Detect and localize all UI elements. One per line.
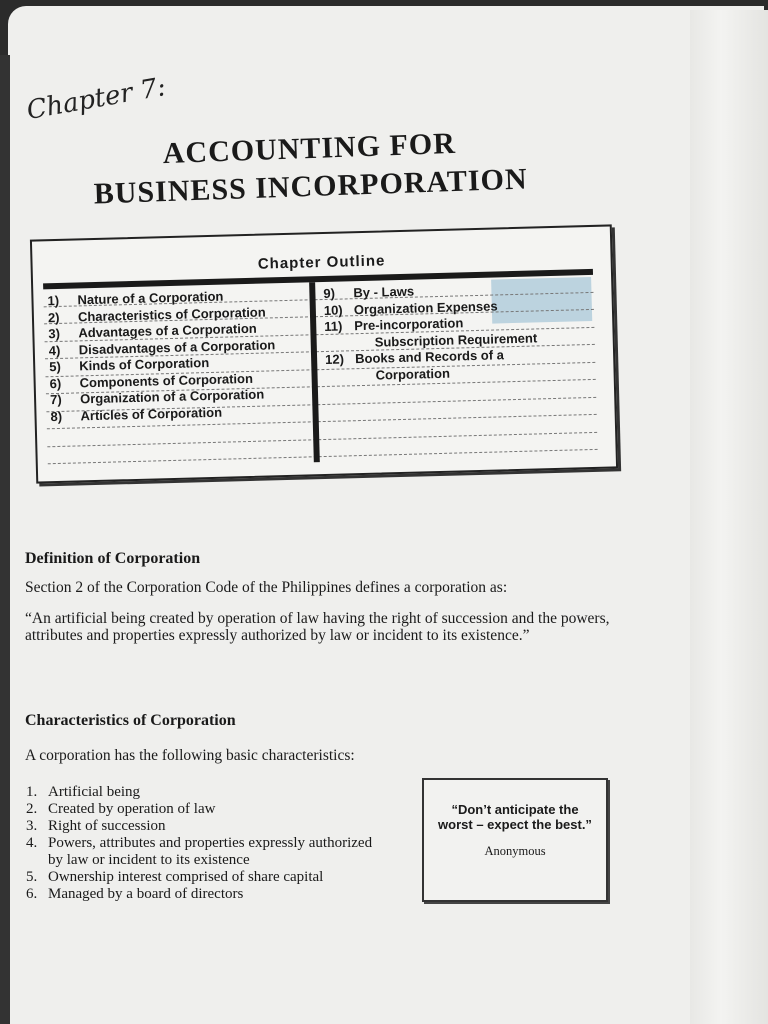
- list-item: 1. Artificial being: [26, 784, 141, 800]
- outline-item: 10) Organization Expenses: [323, 297, 498, 318]
- quote-box: [422, 778, 608, 902]
- characteristics-heading: Characteristics of Corporation: [25, 712, 236, 729]
- outline-item: 12) Books and Records of a: [324, 347, 505, 367]
- list-item: 3. Right of succession: [26, 818, 166, 834]
- characteristics-list: [26, 784, 386, 903]
- outline-item: 2) Characteristics of Corporation: [47, 304, 266, 325]
- definition-intro: Section 2 of the Corporation Code of the Philippines defines a corporation as:: [25, 579, 508, 596]
- quote-text: “Don’t anticipate the worst – expect the best.”: [438, 802, 592, 832]
- characteristics-section: [25, 712, 615, 764]
- chapter-label: Chapter 7:: [24, 72, 169, 126]
- definition-heading: Definition of Corporation: [25, 550, 201, 567]
- outline-item: 1) Nature of a Corporation: [47, 288, 224, 309]
- chapter-title-line2: BUSINESS INCORPORATION: [93, 162, 529, 211]
- list-item: 5. Ownership interest comprised of share capital: [26, 869, 324, 885]
- outline-item: 9) By - Laws: [323, 283, 415, 301]
- outline-item: 5) Kinds of Corporation: [49, 355, 210, 375]
- definition-section: [25, 550, 615, 644]
- page-edge: [690, 10, 768, 1024]
- list-item: 2. Created by operation of law: [26, 801, 216, 817]
- quote-author: Anonymous: [484, 844, 546, 858]
- chapter-title-line1: ACCOUNTING FOR: [162, 126, 457, 171]
- outline-left-column: [47, 286, 310, 425]
- outline-title: Chapter Outline: [257, 252, 386, 273]
- outline-item-continuation: Corporation: [375, 365, 451, 383]
- list-item: 6. Managed by a board of directors: [26, 886, 244, 902]
- list-item: 4. Powers, attributes and properties expressly authorized by law or incident to its existence: [26, 835, 373, 868]
- outline-item: 6) Components of Corporation: [49, 370, 254, 391]
- outline-item: 8) Articles of Corporation: [50, 404, 223, 424]
- definition-quote: “An artificial being created by operation of law having the right of succession and the powers, attributes and properties expressly authorized by law or incident to its existence.”: [25, 610, 610, 644]
- outline-item: 11) Pre-incorporation: [324, 315, 464, 334]
- characteristics-intro: A corporation has the following basic characteristics:: [25, 747, 355, 764]
- outline-item-continuation: Subscription Requirement: [374, 329, 538, 350]
- outline-item: 3) Advantages of a Corporation: [48, 320, 257, 342]
- outline-right-column: [323, 279, 595, 385]
- outline-item: 4) Disadvantages of a Corporation: [48, 336, 276, 358]
- chapter-outline-box: [30, 224, 618, 483]
- book-fold: [0, 55, 10, 1024]
- outline-item: 7) Organization of a Corporation: [49, 386, 265, 408]
